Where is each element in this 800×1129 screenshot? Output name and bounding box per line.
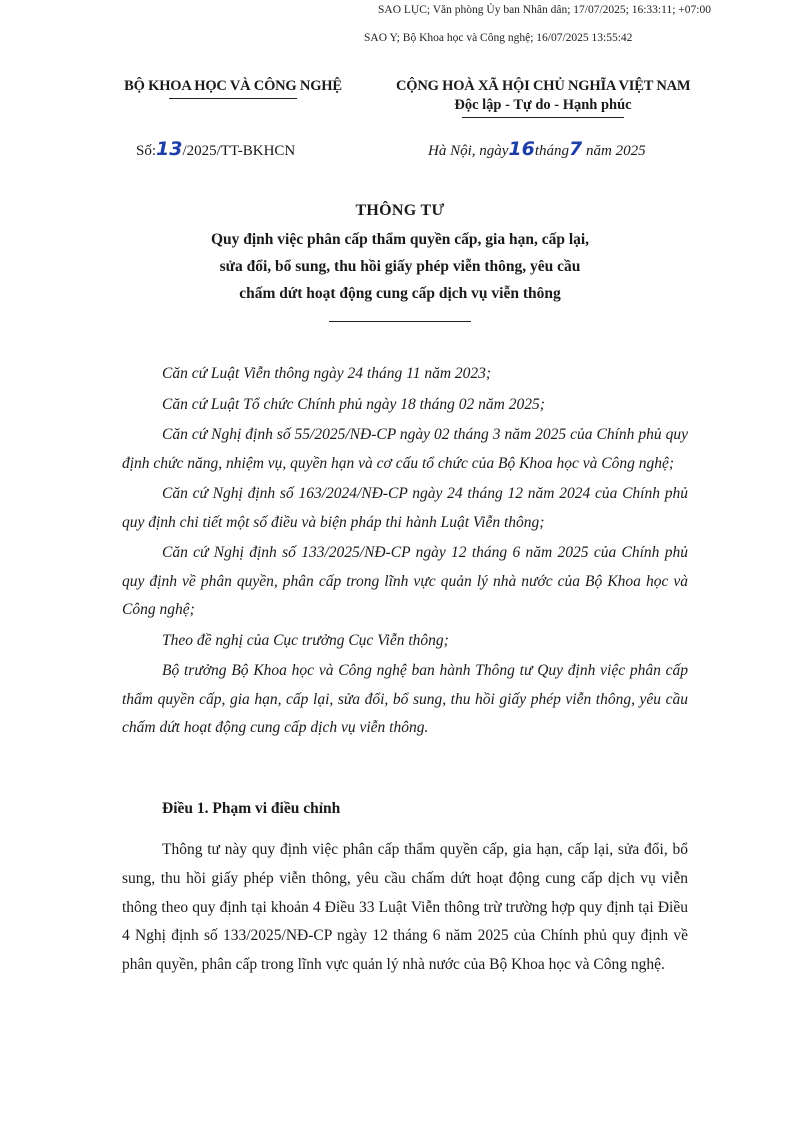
date-place: Hà Nội, ngày [428,143,509,159]
legal-basis-item: Theo đề nghị của Cục trưởng Cục Viễn thông; [162,631,449,649]
date-year: năm 2025 [586,143,646,159]
doc-number-prefix: Số: [136,143,157,159]
article-1-paragraph: Thông tư này quy định việc phân cấp thẩm quyền cấp, gia hạn, cấp lại, sửa đổi, bổ sung, thu hồi giấy phép viễn thông, yêu cầu chấm dứt hoạt động cung cấp dịch vụ viễn thông theo quy định tại khoản 4 Điều 33 Luật Viễn thông trừ trường hợp quy định tại Điều 4 Nghị định số 133/2025/NĐ-CP ngày 12 tháng 6 năm 2025 của Chính phủ quy định về phân quyền, phân cấp trong lĩnh vực quản lý nhà nước của Bộ Khoa học và Công nghệ. [122,841,688,974]
subject-line: chấm dứt hoạt động cung cấp dịch vụ viễn thông [239,285,561,302]
document-number [136,138,295,160]
article-1-body [122,836,688,980]
national-header-block [396,78,690,118]
issuing-agency-block [108,78,358,99]
legal-basis-item: Căn cứ Nghị định số 55/2025/NĐ-CP ngày 02 tháng 3 năm 2025 của Chính phủ quy định chức năng, nhiệm vụ, quyền hạn và cơ cấu tổ chức của Bộ Khoa học và Công nghệ; [122,426,688,472]
document-subject [130,226,670,307]
legal-basis-item: Căn cứ Nghị định số 163/2024/NĐ-CP ngày 24 tháng 12 năm 2024 của Chính phủ quy định chi tiết một số điều và biện pháp thi hành Luật Viễn thông; [122,485,688,531]
doc-number-handwritten: 13 [156,138,183,160]
legal-basis-item: Căn cứ Luật Tổ chức Chính phủ ngày 18 tháng 02 năm 2025; [162,395,545,413]
subject-line: Quy định việc phân cấp thẩm quyền cấp, gia hạn, cấp lại, [210,231,590,248]
legal-basis-item: Căn cứ Luật Viễn thông ngày 24 tháng 11 năm 2023; [162,365,492,382]
agency-underline [169,98,297,99]
motto-underline [462,117,624,118]
legal-basis-item: Căn cứ Nghị định số 133/2025/NĐ-CP ngày 12 tháng 6 năm 2025 của Chính phủ quy định về phân quyền, phân cấp trong lĩnh vực quản lý nhà nước của Bộ Khoa học và Công nghệ; [122,544,688,618]
article-1-heading: Điều 1. Phạm vi điều chỉnh [162,800,341,817]
document-title-block [130,202,670,322]
national-motto: Độc lập - Tự do - Hạnh phúc [454,97,632,113]
copy-stamp-provincial: SAO LỤC; Văn phòng Ủy ban Nhân dân; 17/07/2025; 16:33:11; +07:00 [378,4,711,16]
date-month-label: tháng [534,143,570,159]
national-title: CỘNG HOÀ XÃ HỘI CHỦ NGHĨA VIỆT NAM [396,78,691,94]
legal-basis [122,360,688,743]
date-day-handwritten: 16 [508,138,535,160]
issue-date [428,138,646,160]
legal-basis-item: Bộ trưởng Bộ Khoa học và Công nghệ ban hành Thông tư Quy định việc phân cấp thẩm quyền cấp, gia hạn, cấp lại, sửa đổi, bổ sung, thu hồi giấy phép viễn thông, yêu cầu chấm dứt hoạt động cung cấp dịch vụ viễn thông. [122,662,688,736]
document-type: THÔNG TƯ [355,202,445,219]
title-divider [329,321,471,322]
date-month-handwritten: 7 [569,138,583,160]
copy-stamp-ministry: SAO Y; Bộ Khoa học và Công nghệ; 16/07/2025 13:55:42 [364,32,633,44]
issuing-agency: BỘ KHOA HỌC VÀ CÔNG NGHỆ [124,78,342,94]
subject-line: sửa đổi, bổ sung, thu hồi giấy phép viễn thông, yêu cầu [219,258,581,275]
doc-number-suffix: /2025/TT-BKHCN [182,143,296,159]
